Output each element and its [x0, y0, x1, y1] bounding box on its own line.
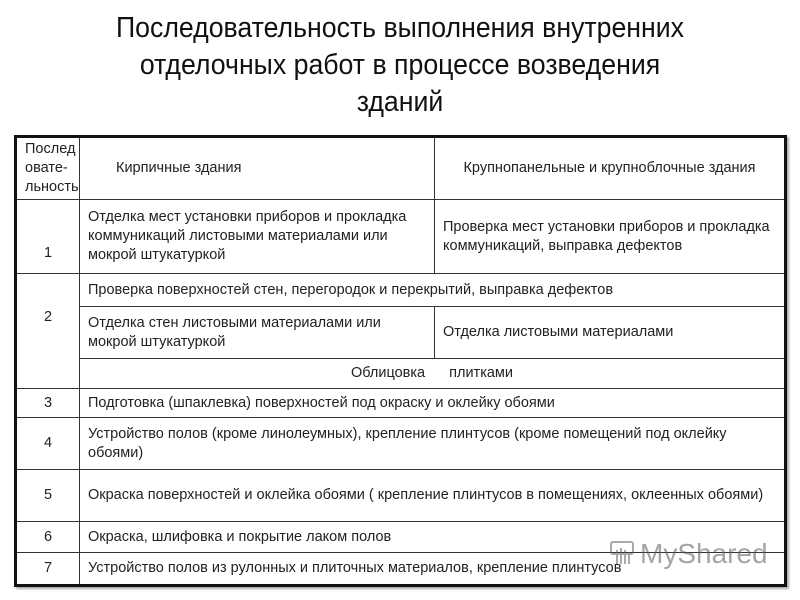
page-title — [32, 10, 768, 121]
cell-tiles: Облицовка плитками — [80, 359, 786, 389]
row-number: 7 — [16, 553, 80, 586]
cell-brick: Отделка стен листовыми материалами или мокрой штукатуркой — [80, 307, 435, 359]
row-number: 6 — [16, 522, 80, 553]
cell-common: Устройство полов из рулонных и плиточных материалов, крепление плинтусов — [80, 553, 786, 586]
table-row — [16, 470, 786, 522]
cell-common: Проверка поверхностей стен, перегородок и перекрытий, выправка дефектов — [80, 274, 786, 307]
cell-panel: Отделка листовыми материалами — [435, 307, 786, 359]
title-line-2: отделочных работ в процессе возведения — [139, 49, 661, 81]
cell-common: Окраска поверхностей и оклейка обоями ( крепление плинтусов в помещениях, оклеенных обоями) — [80, 470, 786, 522]
row-number: 4 — [16, 418, 80, 470]
cell-common: Устройство полов (кроме линолеумных), крепление плинтусов (кроме помещений под оклейку обоями) — [80, 418, 786, 470]
cell-common: Подготовка (шпаклевка) поверхностей под окраску и оклейку обоями — [80, 389, 786, 418]
table-row — [16, 307, 786, 359]
header-brick-buildings: Кирпичные здания — [80, 137, 435, 200]
title-line-3: зданий — [356, 86, 444, 118]
table-header-row — [16, 137, 786, 200]
row-number: 2 — [16, 274, 80, 389]
row-number: 1 — [16, 200, 80, 274]
header-sequence: Послед овате- льность — [16, 137, 80, 200]
cell-brick: Отделка мест установки приборов и прокладка коммуникаций листовыми материалами или мокрой штукатуркой — [80, 200, 435, 274]
title-line-1: Последовательность выполнения внутренних — [115, 12, 685, 44]
row-number: 3 — [16, 389, 80, 418]
finishing-works-table — [14, 135, 787, 587]
watermark-text: MyShared — [640, 538, 768, 569]
cell-panel: Проверка мест установки приборов и прокладка коммуникаций, выправка дефектов — [435, 200, 786, 274]
cell-common: Окраска, шлифовка и покрытие лаком полов — [80, 522, 786, 553]
table-row — [16, 389, 786, 418]
table-row — [16, 418, 786, 470]
table-row — [16, 274, 786, 307]
table-row — [16, 200, 786, 274]
header-panel-buildings: Крупнопанельные и крупноблочные здания — [435, 137, 786, 200]
row-number: 5 — [16, 470, 80, 522]
table-row — [16, 359, 786, 389]
myshared-logo-icon — [608, 540, 638, 566]
